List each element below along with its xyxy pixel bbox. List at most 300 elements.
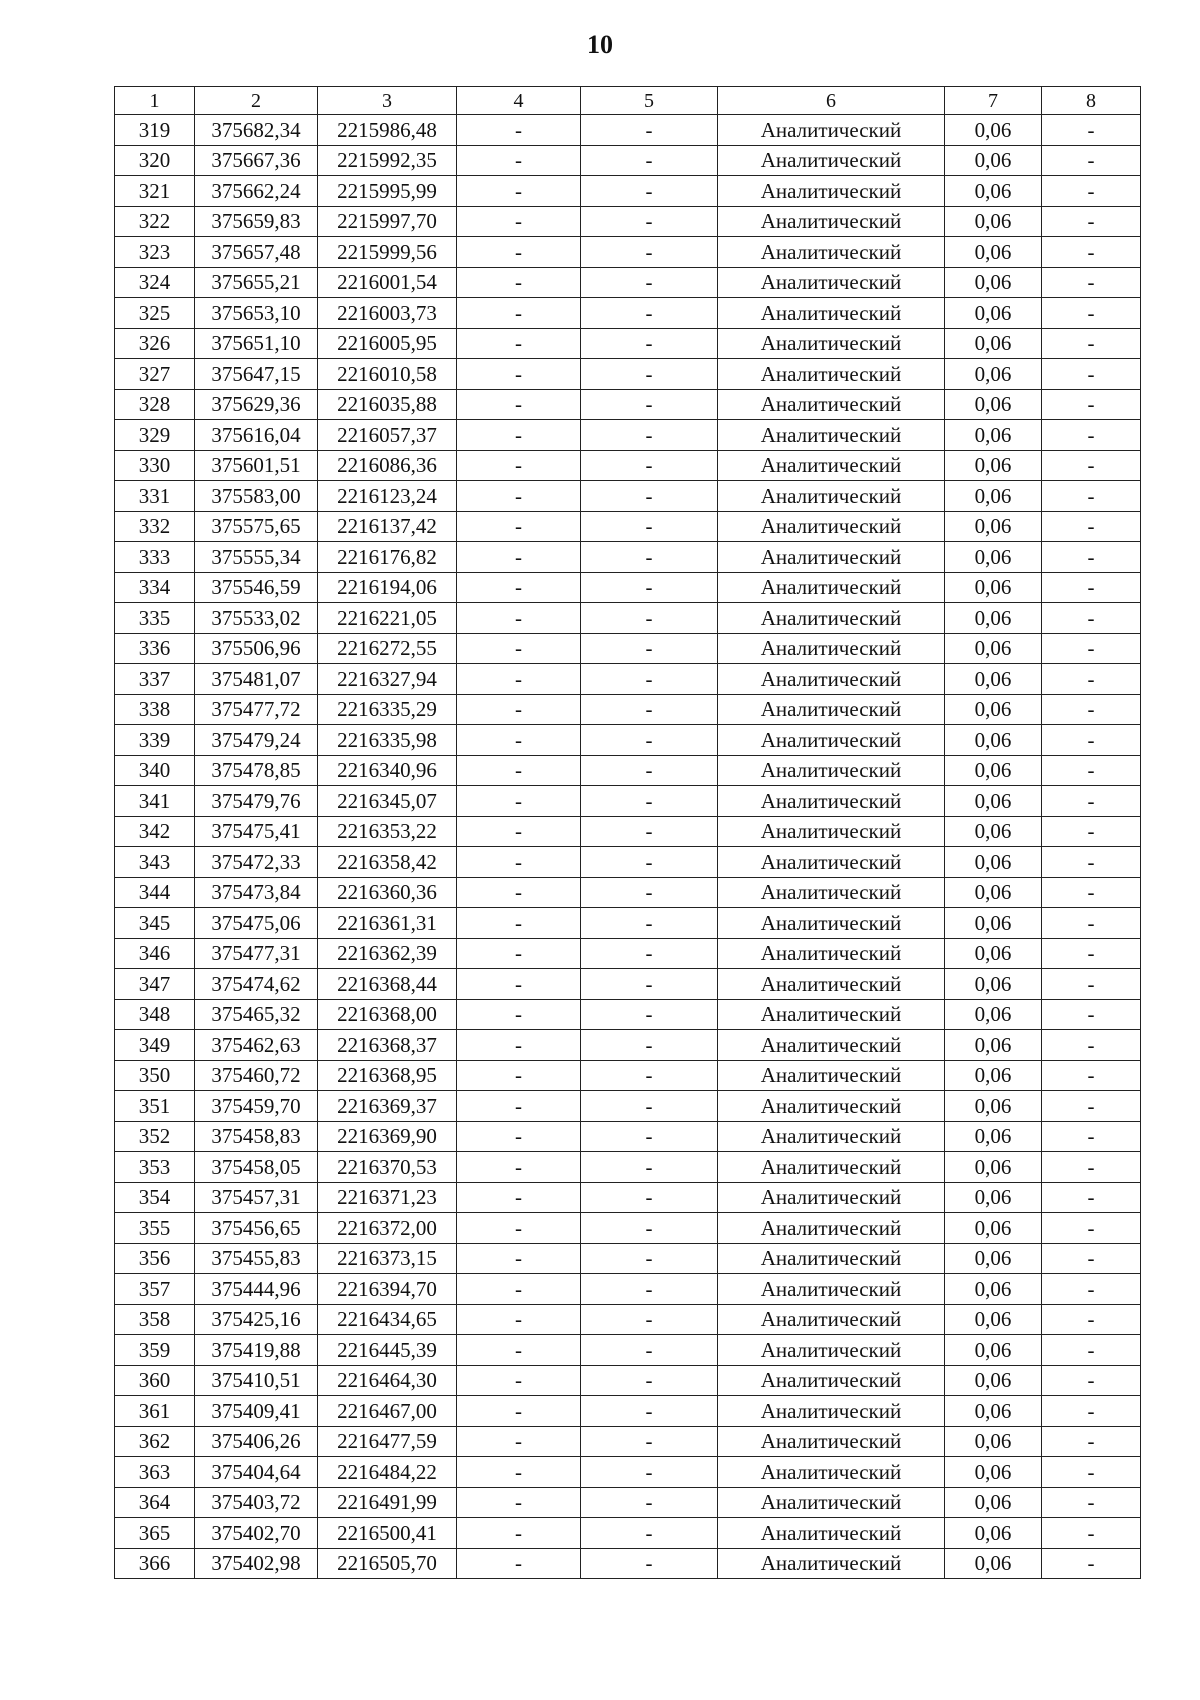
table-row	[115, 1121, 1141, 1152]
method-cell: Аналитический	[718, 511, 945, 542]
method-cell: Аналитический	[718, 1060, 945, 1091]
accuracy-cell: 0,06	[945, 1518, 1042, 1549]
col8-cell: -	[1042, 969, 1141, 1000]
col5-cell: -	[581, 1182, 718, 1213]
x-coordinate-cell: 375409,41	[195, 1396, 318, 1427]
method-cell: Аналитический	[718, 603, 945, 634]
method-cell: Аналитический	[718, 481, 945, 512]
method-cell: Аналитический	[718, 633, 945, 664]
method-cell: Аналитический	[718, 999, 945, 1030]
method-cell: Аналитический	[718, 755, 945, 786]
y-coordinate-cell: 2216371,23	[318, 1182, 457, 1213]
col8-cell: -	[1042, 786, 1141, 817]
method-cell: Аналитический	[718, 359, 945, 390]
table-row	[115, 542, 1141, 573]
table-row	[115, 694, 1141, 725]
col8-cell: -	[1042, 1335, 1141, 1366]
table-body	[115, 115, 1141, 1579]
col5-cell: -	[581, 1518, 718, 1549]
point-number-cell: 335	[115, 603, 195, 634]
col5-cell: -	[581, 1274, 718, 1305]
col8-cell: -	[1042, 664, 1141, 695]
accuracy-cell: 0,06	[945, 1091, 1042, 1122]
point-number-cell: 332	[115, 511, 195, 542]
table-row	[115, 755, 1141, 786]
y-coordinate-cell: 2216370,53	[318, 1152, 457, 1183]
col8-cell: -	[1042, 542, 1141, 573]
table-row	[115, 1243, 1141, 1274]
col4-cell: -	[457, 1030, 581, 1061]
y-coordinate-cell: 2216445,39	[318, 1335, 457, 1366]
x-coordinate-cell: 375475,06	[195, 908, 318, 939]
accuracy-cell: 0,06	[945, 237, 1042, 268]
point-number-cell: 328	[115, 389, 195, 420]
col4-cell: -	[457, 176, 581, 207]
x-coordinate-cell: 375402,70	[195, 1518, 318, 1549]
accuracy-cell: 0,06	[945, 847, 1042, 878]
column-header: 6	[718, 87, 945, 115]
y-coordinate-cell: 2216327,94	[318, 664, 457, 695]
table-row	[115, 664, 1141, 695]
column-header: 1	[115, 87, 195, 115]
point-number-cell: 364	[115, 1487, 195, 1518]
x-coordinate-cell: 375479,76	[195, 786, 318, 817]
method-cell: Аналитический	[718, 938, 945, 969]
col4-cell: -	[457, 1335, 581, 1366]
col8-cell: -	[1042, 633, 1141, 664]
point-number-cell: 359	[115, 1335, 195, 1366]
table-row	[115, 1152, 1141, 1183]
col5-cell: -	[581, 542, 718, 573]
method-cell: Аналитический	[718, 176, 945, 207]
x-coordinate-cell: 375601,51	[195, 450, 318, 481]
accuracy-cell: 0,06	[945, 389, 1042, 420]
point-number-cell: 352	[115, 1121, 195, 1152]
accuracy-cell: 0,06	[945, 1457, 1042, 1488]
col5-cell: -	[581, 1152, 718, 1183]
point-number-cell: 355	[115, 1213, 195, 1244]
col5-cell: -	[581, 1304, 718, 1335]
col5-cell: -	[581, 664, 718, 695]
x-coordinate-cell: 375657,48	[195, 237, 318, 268]
x-coordinate-cell: 375458,83	[195, 1121, 318, 1152]
y-coordinate-cell: 2216137,42	[318, 511, 457, 542]
table-row	[115, 1091, 1141, 1122]
col4-cell: -	[457, 694, 581, 725]
col4-cell: -	[457, 1121, 581, 1152]
col8-cell: -	[1042, 1518, 1141, 1549]
col8-cell: -	[1042, 1152, 1141, 1183]
col4-cell: -	[457, 389, 581, 420]
col5-cell: -	[581, 603, 718, 634]
col4-cell: -	[457, 1243, 581, 1274]
accuracy-cell: 0,06	[945, 1213, 1042, 1244]
y-coordinate-cell: 2215986,48	[318, 115, 457, 146]
method-cell: Аналитический	[718, 816, 945, 847]
accuracy-cell: 0,06	[945, 877, 1042, 908]
x-coordinate-cell: 375425,16	[195, 1304, 318, 1335]
table-row	[115, 1396, 1141, 1427]
column-header: 2	[195, 87, 318, 115]
col4-cell: -	[457, 542, 581, 573]
y-coordinate-cell: 2216057,37	[318, 420, 457, 451]
table-row	[115, 1487, 1141, 1518]
point-number-cell: 346	[115, 938, 195, 969]
col5-cell: -	[581, 511, 718, 542]
x-coordinate-cell: 375478,85	[195, 755, 318, 786]
y-coordinate-cell: 2216484,22	[318, 1457, 457, 1488]
col4-cell: -	[457, 1518, 581, 1549]
x-coordinate-cell: 375419,88	[195, 1335, 318, 1366]
x-coordinate-cell: 375682,34	[195, 115, 318, 146]
x-coordinate-cell: 375402,98	[195, 1548, 318, 1579]
y-coordinate-cell: 2216123,24	[318, 481, 457, 512]
method-cell: Аналитический	[718, 115, 945, 146]
col4-cell: -	[457, 511, 581, 542]
method-cell: Аналитический	[718, 1091, 945, 1122]
col4-cell: -	[457, 206, 581, 237]
y-coordinate-cell: 2216505,70	[318, 1548, 457, 1579]
point-number-cell: 360	[115, 1365, 195, 1396]
accuracy-cell: 0,06	[945, 511, 1042, 542]
accuracy-cell: 0,06	[945, 999, 1042, 1030]
y-coordinate-cell: 2216035,88	[318, 389, 457, 420]
col4-cell: -	[457, 267, 581, 298]
point-number-cell: 356	[115, 1243, 195, 1274]
col8-cell: -	[1042, 1426, 1141, 1457]
accuracy-cell: 0,06	[945, 267, 1042, 298]
col8-cell: -	[1042, 1274, 1141, 1305]
method-cell: Аналитический	[718, 847, 945, 878]
col8-cell: -	[1042, 298, 1141, 329]
col8-cell: -	[1042, 1243, 1141, 1274]
col5-cell: -	[581, 389, 718, 420]
col4-cell: -	[457, 145, 581, 176]
y-coordinate-cell: 2216353,22	[318, 816, 457, 847]
col5-cell: -	[581, 816, 718, 847]
y-coordinate-cell: 2216358,42	[318, 847, 457, 878]
y-coordinate-cell: 2216010,58	[318, 359, 457, 390]
col4-cell: -	[457, 1457, 581, 1488]
method-cell: Аналитический	[718, 1457, 945, 1488]
col4-cell: -	[457, 1152, 581, 1183]
x-coordinate-cell: 375477,31	[195, 938, 318, 969]
point-number-cell: 320	[115, 145, 195, 176]
method-cell: Аналитический	[718, 725, 945, 756]
page-number: 10	[587, 30, 613, 59]
accuracy-cell: 0,06	[945, 1487, 1042, 1518]
table-row	[115, 420, 1141, 451]
table-row	[115, 1518, 1141, 1549]
x-coordinate-cell: 375575,65	[195, 511, 318, 542]
col5-cell: -	[581, 1426, 718, 1457]
method-cell: Аналитический	[718, 1274, 945, 1305]
accuracy-cell: 0,06	[945, 1426, 1042, 1457]
accuracy-cell: 0,06	[945, 450, 1042, 481]
column-header: 5	[581, 87, 718, 115]
y-coordinate-cell: 2215999,56	[318, 237, 457, 268]
y-coordinate-cell: 2216086,36	[318, 450, 457, 481]
y-coordinate-cell: 2216491,99	[318, 1487, 457, 1518]
x-coordinate-cell: 375647,15	[195, 359, 318, 390]
col5-cell: -	[581, 1365, 718, 1396]
col8-cell: -	[1042, 999, 1141, 1030]
table-row	[115, 633, 1141, 664]
col4-cell: -	[457, 847, 581, 878]
accuracy-cell: 0,06	[945, 1335, 1042, 1366]
x-coordinate-cell: 375481,07	[195, 664, 318, 695]
table-row	[115, 115, 1141, 146]
table-row	[115, 877, 1141, 908]
x-coordinate-cell: 375444,96	[195, 1274, 318, 1305]
col8-cell: -	[1042, 481, 1141, 512]
col8-cell: -	[1042, 816, 1141, 847]
y-coordinate-cell: 2216500,41	[318, 1518, 457, 1549]
col5-cell: -	[581, 633, 718, 664]
accuracy-cell: 0,06	[945, 1030, 1042, 1061]
y-coordinate-cell: 2216368,44	[318, 969, 457, 1000]
accuracy-cell: 0,06	[945, 755, 1042, 786]
table-row	[115, 1060, 1141, 1091]
y-coordinate-cell: 2216369,37	[318, 1091, 457, 1122]
accuracy-cell: 0,06	[945, 572, 1042, 603]
point-number-cell: 334	[115, 572, 195, 603]
method-cell: Аналитический	[718, 1182, 945, 1213]
col5-cell: -	[581, 877, 718, 908]
col8-cell: -	[1042, 1365, 1141, 1396]
col5-cell: -	[581, 115, 718, 146]
point-number-cell: 321	[115, 176, 195, 207]
col5-cell: -	[581, 725, 718, 756]
accuracy-cell: 0,06	[945, 115, 1042, 146]
y-coordinate-cell: 2216335,98	[318, 725, 457, 756]
y-coordinate-cell: 2216464,30	[318, 1365, 457, 1396]
y-coordinate-cell: 2216221,05	[318, 603, 457, 634]
method-cell: Аналитический	[718, 237, 945, 268]
table-row	[115, 450, 1141, 481]
col5-cell: -	[581, 755, 718, 786]
col5-cell: -	[581, 237, 718, 268]
x-coordinate-cell: 375667,36	[195, 145, 318, 176]
col4-cell: -	[457, 1060, 581, 1091]
point-number-cell: 336	[115, 633, 195, 664]
table-row	[115, 1030, 1141, 1061]
y-coordinate-cell: 2216373,15	[318, 1243, 457, 1274]
method-cell: Аналитический	[718, 969, 945, 1000]
y-coordinate-cell: 2215995,99	[318, 176, 457, 207]
table-row	[115, 481, 1141, 512]
col8-cell: -	[1042, 389, 1141, 420]
col5-cell: -	[581, 420, 718, 451]
method-cell: Аналитический	[718, 1030, 945, 1061]
x-coordinate-cell: 375533,02	[195, 603, 318, 634]
method-cell: Аналитический	[718, 1487, 945, 1518]
col5-cell: -	[581, 1030, 718, 1061]
col4-cell: -	[457, 237, 581, 268]
y-coordinate-cell: 2216372,00	[318, 1213, 457, 1244]
accuracy-cell: 0,06	[945, 1304, 1042, 1335]
col5-cell: -	[581, 908, 718, 939]
col4-cell: -	[457, 786, 581, 817]
x-coordinate-cell: 375477,72	[195, 694, 318, 725]
col4-cell: -	[457, 1487, 581, 1518]
method-cell: Аналитический	[718, 786, 945, 817]
y-coordinate-cell: 2216368,00	[318, 999, 457, 1030]
table-row	[115, 1213, 1141, 1244]
col8-cell: -	[1042, 694, 1141, 725]
accuracy-cell: 0,06	[945, 481, 1042, 512]
col5-cell: -	[581, 145, 718, 176]
table-row	[115, 237, 1141, 268]
point-number-cell: 365	[115, 1518, 195, 1549]
col5-cell: -	[581, 1548, 718, 1579]
accuracy-cell: 0,06	[945, 542, 1042, 573]
table-row	[115, 511, 1141, 542]
x-coordinate-cell: 375555,34	[195, 542, 318, 573]
col4-cell: -	[457, 664, 581, 695]
accuracy-cell: 0,06	[945, 298, 1042, 329]
point-number-cell: 327	[115, 359, 195, 390]
col8-cell: -	[1042, 1091, 1141, 1122]
method-cell: Аналитический	[718, 1304, 945, 1335]
col5-cell: -	[581, 969, 718, 1000]
y-coordinate-cell: 2216005,95	[318, 328, 457, 359]
table-row	[115, 816, 1141, 847]
x-coordinate-cell: 375629,36	[195, 389, 318, 420]
y-coordinate-cell: 2216194,06	[318, 572, 457, 603]
col5-cell: -	[581, 359, 718, 390]
col8-cell: -	[1042, 725, 1141, 756]
col8-cell: -	[1042, 1182, 1141, 1213]
point-number-cell: 330	[115, 450, 195, 481]
method-cell: Аналитический	[718, 877, 945, 908]
col4-cell: -	[457, 1365, 581, 1396]
y-coordinate-cell: 2216368,95	[318, 1060, 457, 1091]
col8-cell: -	[1042, 176, 1141, 207]
point-number-cell: 326	[115, 328, 195, 359]
col4-cell: -	[457, 1548, 581, 1579]
method-cell: Аналитический	[718, 298, 945, 329]
col8-cell: -	[1042, 237, 1141, 268]
x-coordinate-cell: 375616,04	[195, 420, 318, 451]
table-row	[115, 206, 1141, 237]
col4-cell: -	[457, 1182, 581, 1213]
y-coordinate-cell: 2216361,31	[318, 908, 457, 939]
accuracy-cell: 0,06	[945, 603, 1042, 634]
col4-cell: -	[457, 420, 581, 451]
method-cell: Аналитический	[718, 542, 945, 573]
col8-cell: -	[1042, 1213, 1141, 1244]
col8-cell: -	[1042, 572, 1141, 603]
col4-cell: -	[457, 1091, 581, 1122]
table-row	[115, 1365, 1141, 1396]
table-row	[115, 359, 1141, 390]
accuracy-cell: 0,06	[945, 938, 1042, 969]
table-row	[115, 908, 1141, 939]
method-cell: Аналитический	[718, 1396, 945, 1427]
y-coordinate-cell: 2216340,96	[318, 755, 457, 786]
col4-cell: -	[457, 1213, 581, 1244]
accuracy-cell: 0,06	[945, 1182, 1042, 1213]
col4-cell: -	[457, 1274, 581, 1305]
point-number-cell: 329	[115, 420, 195, 451]
col5-cell: -	[581, 999, 718, 1030]
x-coordinate-cell: 375462,63	[195, 1030, 318, 1061]
y-coordinate-cell: 2216434,65	[318, 1304, 457, 1335]
col4-cell: -	[457, 572, 581, 603]
col8-cell: -	[1042, 938, 1141, 969]
col5-cell: -	[581, 1060, 718, 1091]
table-row	[115, 145, 1141, 176]
table-row	[115, 725, 1141, 756]
col4-cell: -	[457, 1304, 581, 1335]
point-number-cell: 331	[115, 481, 195, 512]
col5-cell: -	[581, 1091, 718, 1122]
col4-cell: -	[457, 1396, 581, 1427]
y-coordinate-cell: 2216003,73	[318, 298, 457, 329]
col5-cell: -	[581, 572, 718, 603]
method-cell: Аналитический	[718, 267, 945, 298]
column-header: 8	[1042, 87, 1141, 115]
col8-cell: -	[1042, 145, 1141, 176]
col4-cell: -	[457, 1426, 581, 1457]
col8-cell: -	[1042, 1457, 1141, 1488]
accuracy-cell: 0,06	[945, 725, 1042, 756]
table-row	[115, 1426, 1141, 1457]
y-coordinate-cell: 2216272,55	[318, 633, 457, 664]
col4-cell: -	[457, 969, 581, 1000]
col8-cell: -	[1042, 908, 1141, 939]
col5-cell: -	[581, 267, 718, 298]
col5-cell: -	[581, 481, 718, 512]
col5-cell: -	[581, 786, 718, 817]
x-coordinate-cell: 375457,31	[195, 1182, 318, 1213]
point-number-cell: 339	[115, 725, 195, 756]
method-cell: Аналитический	[718, 328, 945, 359]
y-coordinate-cell: 2215997,70	[318, 206, 457, 237]
point-number-cell: 350	[115, 1060, 195, 1091]
point-number-cell: 351	[115, 1091, 195, 1122]
x-coordinate-cell: 375459,70	[195, 1091, 318, 1122]
col5-cell: -	[581, 1396, 718, 1427]
method-cell: Аналитический	[718, 1152, 945, 1183]
col4-cell: -	[457, 298, 581, 329]
method-cell: Аналитический	[718, 1426, 945, 1457]
table-row	[115, 999, 1141, 1030]
x-coordinate-cell: 375455,83	[195, 1243, 318, 1274]
col8-cell: -	[1042, 420, 1141, 451]
accuracy-cell: 0,06	[945, 1548, 1042, 1579]
accuracy-cell: 0,06	[945, 908, 1042, 939]
table-row	[115, 969, 1141, 1000]
col5-cell: -	[581, 847, 718, 878]
x-coordinate-cell: 375653,10	[195, 298, 318, 329]
col5-cell: -	[581, 450, 718, 481]
x-coordinate-cell: 375406,26	[195, 1426, 318, 1457]
accuracy-cell: 0,06	[945, 1121, 1042, 1152]
accuracy-cell: 0,06	[945, 328, 1042, 359]
y-coordinate-cell: 2215992,35	[318, 145, 457, 176]
accuracy-cell: 0,06	[945, 420, 1042, 451]
col4-cell: -	[457, 877, 581, 908]
point-number-cell: 333	[115, 542, 195, 573]
table-row	[115, 267, 1141, 298]
col5-cell: -	[581, 1121, 718, 1152]
col8-cell: -	[1042, 877, 1141, 908]
table-row	[115, 938, 1141, 969]
col5-cell: -	[581, 298, 718, 329]
point-number-cell: 366	[115, 1548, 195, 1579]
